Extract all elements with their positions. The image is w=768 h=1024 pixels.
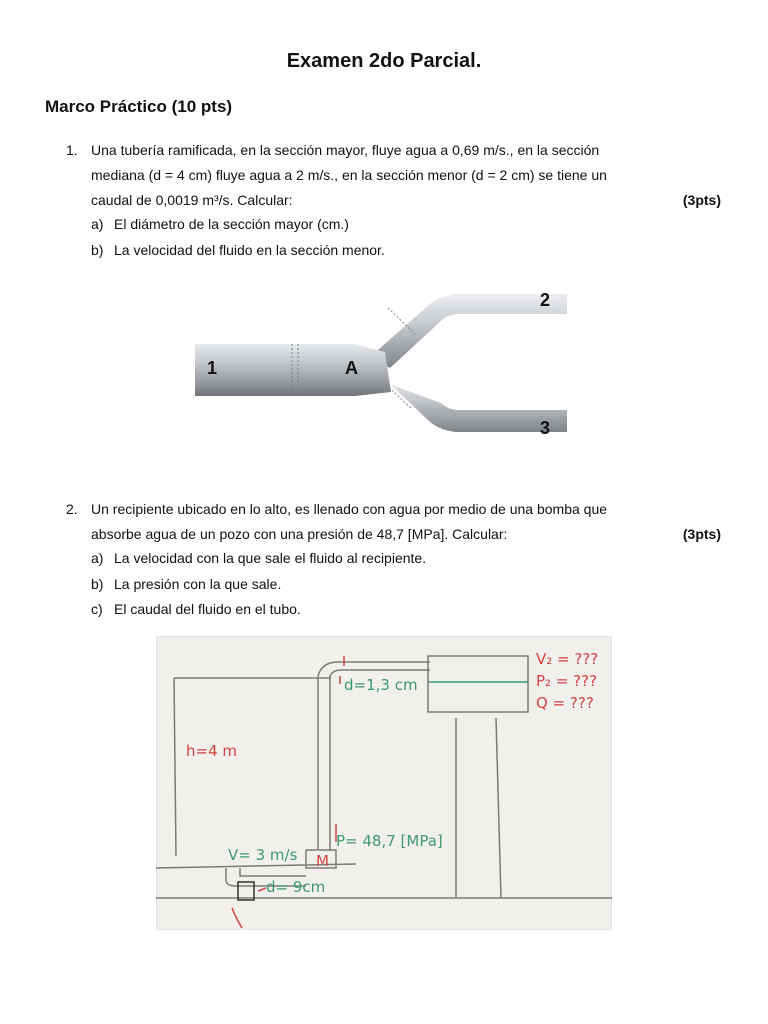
option-item <box>91 216 349 232</box>
p2-label: P₂ = ??? <box>536 672 598 690</box>
question-line: mediana (d = 4 cm) fluye agua a 2 m/s., en la sección menor (d = 2 cm) se tiene un <box>91 167 607 183</box>
option-text: El diámetro de la sección mayor (cm.) <box>114 216 349 232</box>
option-item <box>91 550 426 566</box>
pipe-label-a: A <box>345 358 358 378</box>
option-item <box>91 242 385 258</box>
option-item <box>91 576 281 592</box>
bottom-diameter-label: d= 9cm <box>266 878 326 896</box>
page-title: Examen 2do Parcial. <box>286 50 482 72</box>
option-label: c) <box>91 601 103 617</box>
height-label: h=4 m <box>186 742 237 760</box>
question-line <box>91 188 721 213</box>
points-badge: (3pts) <box>682 526 721 542</box>
option-text: El caudal del fluido en el tubo. <box>114 601 301 617</box>
section-heading: Marco Práctico (10 pts) <box>45 97 233 116</box>
question-number: 1. <box>66 142 78 158</box>
pressure-label: P= 48,7 [MPa] <box>336 832 443 850</box>
option-label: b) <box>91 576 104 592</box>
question-line-text: caudal de 0,0019 m³/s. Calcular: <box>91 192 293 208</box>
question-line: Una tubería ramificada, en la sección mayor, fluye agua a 0,69 m/s., en la sección <box>91 142 600 158</box>
question-line: Un recipiente ubicado en lo alto, es llenado con agua por medio de una bomba que <box>91 501 608 517</box>
main-pipe <box>195 344 391 396</box>
question-text <box>91 497 721 547</box>
question-line <box>91 522 721 547</box>
option-text: La velocidad con la que sale el fluido al recipiente. <box>114 550 427 566</box>
branched-pipe-figure <box>195 282 570 442</box>
velocity-label: V= 3 m/s <box>228 846 298 864</box>
points-badge: (3pts) <box>682 192 721 208</box>
option-text: La velocidad del fluido en la sección menor. <box>114 242 385 258</box>
question-text <box>91 138 721 213</box>
option-label: b) <box>91 242 104 258</box>
option-text: La presión con la que sale. <box>114 576 282 592</box>
top-diameter-label: d=1,3 cm <box>344 676 418 694</box>
v2-label: V₂ = ??? <box>536 650 599 668</box>
lower-branch-pipe <box>370 377 567 432</box>
upper-branch-pipe <box>370 294 567 368</box>
pump-label: M <box>316 852 329 870</box>
pipe-label-2: 2 <box>540 290 551 310</box>
question-line-text: absorbe agua de un pozo con una presión de 48,7 [MPa]. Calcular: <box>91 526 508 542</box>
whiteboard-sketch-figure <box>156 636 612 930</box>
option-item <box>91 601 301 617</box>
question-number: 2. <box>66 501 78 517</box>
pipe-label-3: 3 <box>540 418 551 438</box>
option-label: a) <box>91 550 104 566</box>
flow-label: Q = ??? <box>536 694 594 712</box>
pipe-label-1: 1 <box>207 358 218 378</box>
option-label: a) <box>91 216 104 232</box>
